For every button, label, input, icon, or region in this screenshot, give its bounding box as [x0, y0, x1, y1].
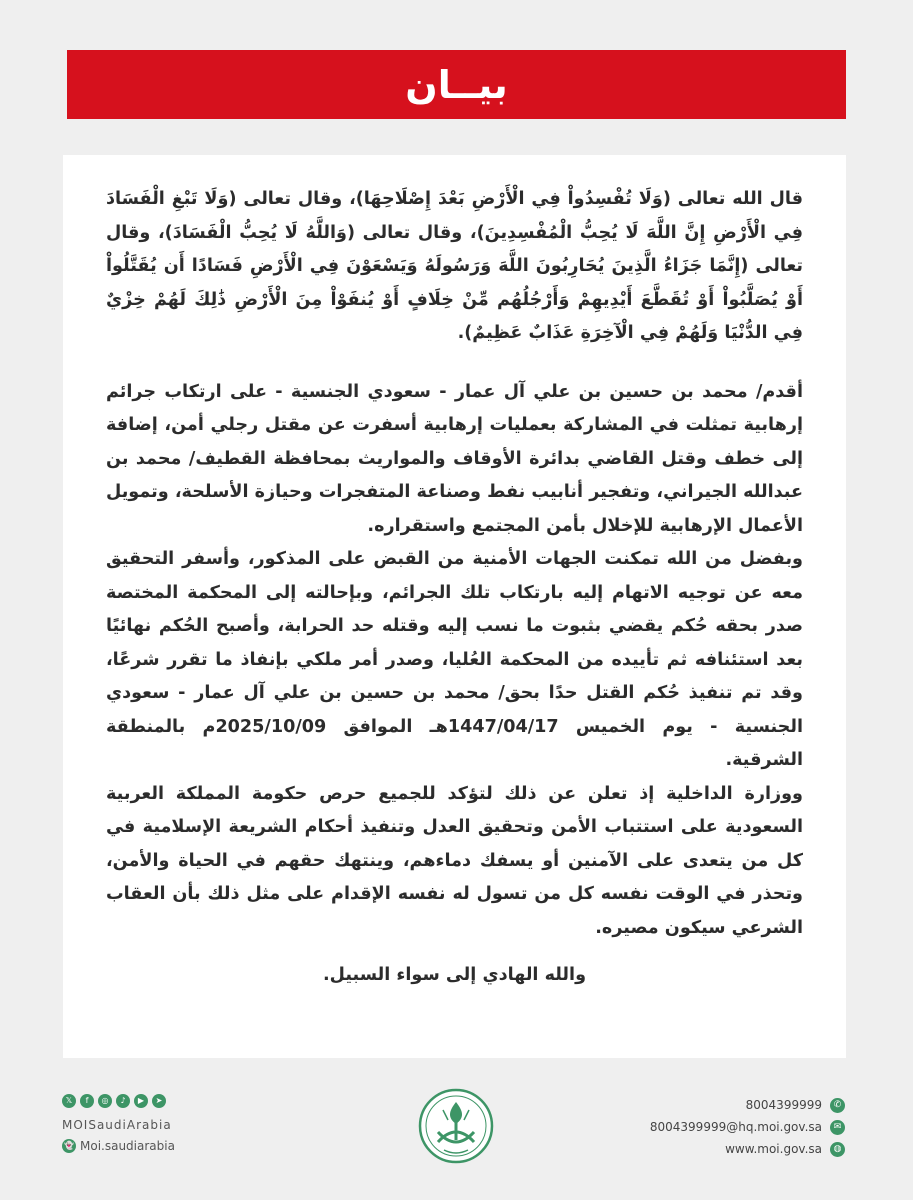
closing-line: والله الهادي إلى سواء السبيل.: [322, 965, 587, 985]
phone-number: 8004399999: [745, 1098, 822, 1112]
youtube-icon[interactable]: ▶: [134, 1094, 148, 1108]
paragraph-crimes: أقدم/ محمد بن حسين بن علي آل عمار - سعودي الجنسية - على ارتكاب جرائم إرهابية تمثلت في المشاركة بعمليات إرهابية أسفرت عن مقتل رجلي أمن، إضافة إلى خطف وقتل القاضي بدائرة الأوقاف والمواريث بمحافظة القطيف/ محمد بن عبدالله الجيراني، وتفجير أنابيب نفط وصناعة المتفجرات وحيازة الأسلحة، وتمويل الأعمال الإرهابية للإخلال بأمن المجتمع واستقراره.: [106, 381, 803, 536]
email-address: 8004399999@hq.moi.gov.sa: [649, 1120, 822, 1134]
telegram-icon[interactable]: ➤: [152, 1094, 166, 1108]
social-icons: [62, 1094, 166, 1108]
contact-list: [650, 1094, 845, 1160]
website-url: www.moi.gov.sa: [725, 1142, 822, 1156]
instagram-icon[interactable]: ◎: [98, 1094, 112, 1108]
social-handle[interactable]: MOISaudiArabia: [62, 1118, 172, 1132]
phone-row[interactable]: [650, 1094, 845, 1116]
title-banner: [67, 50, 846, 119]
snapchat-icon: 👻: [62, 1139, 76, 1153]
statement-card: [63, 155, 846, 1058]
page-title: بيــان: [405, 62, 508, 107]
email-row[interactable]: [650, 1116, 845, 1138]
phone-icon: ✆: [830, 1098, 845, 1113]
snapchat-handle: Moi.saudiarabia: [80, 1139, 175, 1153]
mail-icon: ✉: [830, 1120, 845, 1135]
footer: [0, 1080, 913, 1200]
tiktok-icon[interactable]: ♪: [116, 1094, 130, 1108]
website-row[interactable]: [650, 1138, 845, 1160]
x-icon[interactable]: 𝕏: [62, 1094, 76, 1108]
paragraph-ministry: ووزارة الداخلية إذ تعلن عن ذلك لتؤكد للجميع حرص حكومة المملكة العربية السعودية على استتباب الأمن وتحقيق العدل وتنفيذ أحكام الشريعة الإسلامية في كل من يتعدى على الآمنين أو يسفك دماءهم، وينتهك حقهم في الحياة والأمن، وتحذر في الوقت نفسه كل من تسول له نفسه الإقدام على مثل ذلك بأن العقاب الشرعي سيكون مصيره.: [106, 783, 803, 938]
facebook-icon[interactable]: f: [80, 1094, 94, 1108]
snapchat-row[interactable]: [62, 1139, 175, 1153]
paragraph-verdict: وبفضل من الله تمكنت الجهات الأمنية من القبض على المذكور، وأسفر التحقيق معه عن توجيه الاتهام إليه بارتكاب تلك الجرائم، وبإحالته إلى المحكمة المختصة صدر بحقه حُكم يقضي بثبوت ما نسب إليه وقتله حد الحرابة، وأصبح الحُكم نهائيًا بعد استئنافه ثم تأييده من المحكمة العُليا، وصدر أمر ملكي بإنفاذ ما تقرر شرعًا، وقد تم تنفيذ حُكم القتل حدًا بحق/ محمد بن حسين بن علي آل عمار - سعودي الجنسية - يوم الخميس 1447/04/17هـ الموافق 2025/10/09م بالمنطقة الشرقية.: [106, 549, 803, 770]
saudi-emblem-icon: [418, 1088, 494, 1164]
quran-verses: قال الله تعالى (وَلَا تُفْسِدُواْ فِي الْأَرْضِ بَعْدَ إِصْلَاحِهَا)، وقال تعالى (وَلَا تَبْغِ الْفَسَادَ فِي الْأَرْضِ إِنَّ اللَّهَ لَا يُحِبُّ الْمُفْسِدِينَ)، وقال تعالى (وَاللَّهُ لَا يُحِبُّ الْفَسَادَ)، وقال تعالى (إِنَّمَا جَزَاءُ الَّذِينَ يُحَارِبُونَ اللَّهَ وَرَسُولَهُ وَيَسْعَوْنَ فِي الْأَرْضِ فَسَادًا أَن يُقَتَّلُواْ أَوْ يُصَلَّبُواْ أَوْ تُقَطَّعَ أَيْدِيهِمْ وَأَرْجُلُهُم مِّنْ خِلَافٍ أَوْ يُنفَوْاْ مِنَ الْأَرْضِ ذَٰلِكَ لَهُمْ خِزْيٌ فِي الدُّنْيَا وَلَهُمْ فِي الْآخِرَةِ عَذَابٌ عَظِيمٌ).: [106, 189, 803, 343]
globe-icon: ◍: [830, 1142, 845, 1157]
